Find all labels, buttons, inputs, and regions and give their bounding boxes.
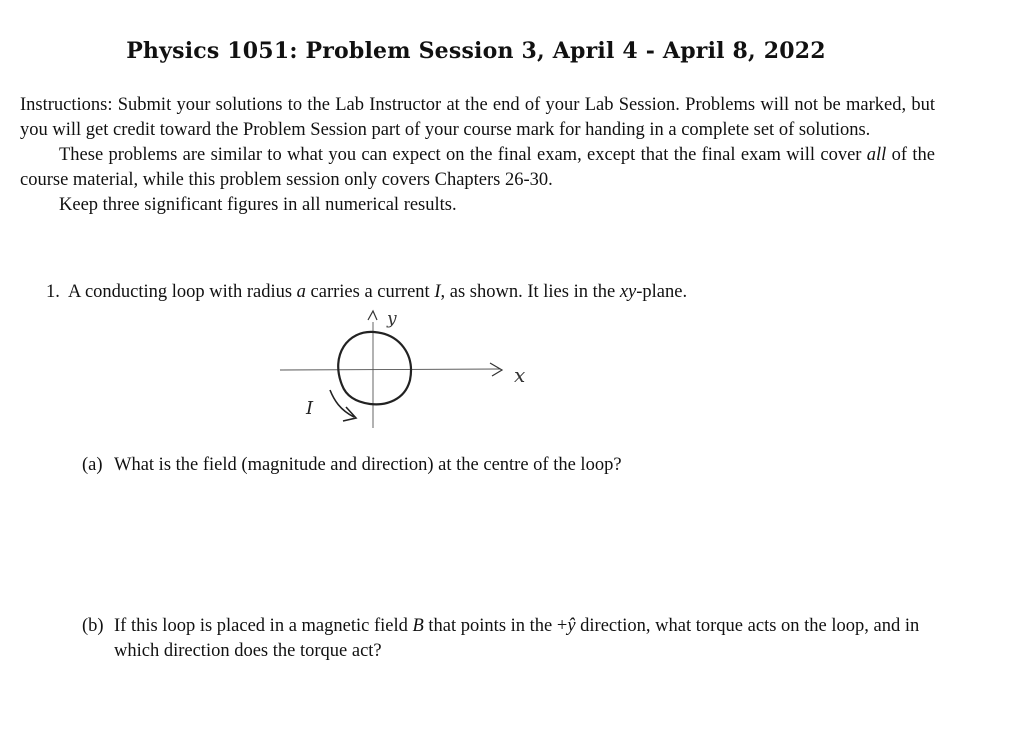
x-axis-arrowhead [490,363,502,376]
variable-a: a [296,282,306,302]
problem-1-number: 1. [46,282,60,302]
part-b-text-mid: that points in the + [423,616,568,636]
y-axis-label: y [387,309,397,329]
instructions-paragraph-2-end: of the course material, while this problem session only covers Chapters 26-30. [20,145,936,190]
problem-1-part-b [82,614,942,661]
problem-1-part-a [82,453,942,478]
part-a-text: What is the field (magnitude and direction) at the centre of the loop? [114,455,622,475]
variable-y-hat: ŷ [567,616,576,636]
current-label: I [306,398,314,419]
instructions-paragraph-1: Instructions: Submit your solutions to the Lab Instructor at the end of your Lab Session. Problems will not be marked, but you will get credit toward the Problem Session part of your course mark for handing in a complete set of solutions. [20,95,935,140]
instructions-paragraph-2 [20,143,935,193]
problem-1-text-mid2: , as shown. It lies in the [440,282,620,302]
part-b-text-end: direction, what torque acts on the loop, and in which direction does the torque act? [114,616,920,661]
problem-1-text-end: -plane. [636,282,688,302]
part-b-label: (b) [82,616,104,636]
instructions-paragraph-3: Keep three significant figures in all numerical results. [59,195,457,215]
page-title: Physics 1051: Problem Session 3, April 4 - April 8, 2022 [126,38,826,64]
y-axis-arrowhead [368,311,377,320]
part-b-text-start: If this loop is placed in a magnetic field [114,616,413,636]
variable-xy: xy [619,282,637,302]
current-loop-diagram [270,300,570,432]
instructions-paragraph-2-start: These problems are similar to what you can expect on the final exam, except that the final exam will cover [59,145,867,165]
instructions-emphasis-all: all [866,145,887,165]
instructions-block [20,93,935,218]
problem-1-text-start: A conducting loop with radius [68,282,297,302]
variable-B: B [412,616,424,636]
part-a-label: (a) [82,455,103,475]
part-b-text [114,614,944,664]
current-loop [338,332,411,404]
x-axis-line [280,369,500,370]
x-axis-label: x [514,363,526,387]
variable-I: I [434,282,441,302]
problem-1-text-mid: carries a current [305,282,435,302]
